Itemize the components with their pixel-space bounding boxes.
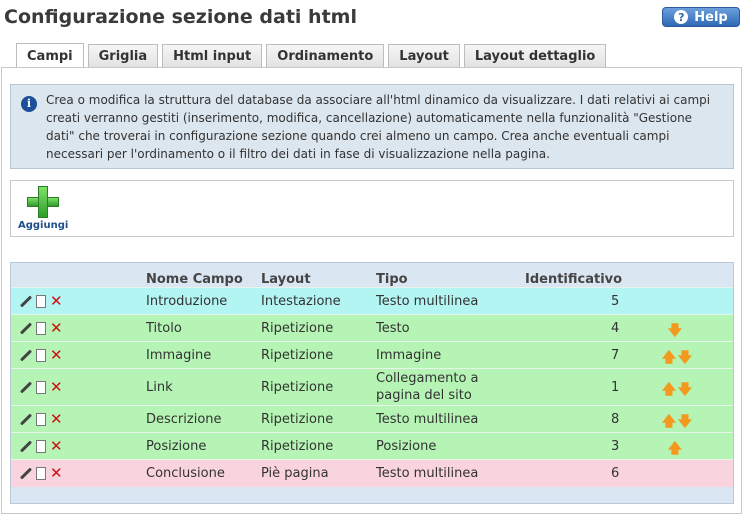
cell-layout: Intestazione [261,294,341,309]
edit-icon[interactable] [20,322,32,334]
edit-icon[interactable] [20,295,32,307]
tab-layout[interactable]: Layout [388,44,460,67]
copy-icon[interactable] [36,295,46,308]
column-header-tipo[interactable]: Tipo [376,272,408,287]
edit-icon[interactable] [20,467,32,479]
cell-layout: Ripetizione [261,321,334,336]
plus-icon [27,186,59,218]
row-actions [19,410,63,428]
page-title: Configurazione sezione dati html [4,6,357,28]
cell-tipo-line: pagina del sito [376,388,472,403]
cell-layout: Ripetizione [261,412,334,427]
copy-icon[interactable] [36,440,46,453]
arrow-up-icon[interactable]: 🡅 [667,441,683,457]
info-text: Crea o modifica la struttura del database da associare all'html dinamico da visualizzare. I dati relativi ai campi creati verranno gestiti (inserimento, modifica, cancellazione) automaticamente nella funzionalità "Gestione dati" che troverai in configurazione sezione quando crei almeno un campo. Crea anche eventuali campi necessari per l'ordinamento o il filtro dei dati in fase di visualizzazione nella pagina. [46,93,711,161]
order-arrows [661,379,693,403]
cell-tipo: Immagine [376,348,442,363]
delete-icon[interactable]: ✕ [50,346,63,364]
cell-tipo: Posizione [376,439,437,454]
arrow-up-icon[interactable]: 🡅 [661,414,677,430]
tab-ordinamento[interactable]: Ordinamento [266,44,384,67]
add-button[interactable] [18,186,68,231]
add-label: Aggiungi [18,220,69,231]
delete-icon[interactable]: ✕ [50,292,63,310]
cell-layout: Ripetizione [261,348,334,363]
help-button[interactable] [662,7,740,27]
help-label: Help [694,9,728,25]
cell-tipo-line: Collegamento a [376,371,479,386]
table-row [11,341,733,369]
cell-identificativo: 1 [611,380,620,395]
cell-layout: Piè pagina [261,466,329,481]
cell-layout: Ripetizione [261,439,334,454]
info-box [10,84,734,169]
edit-icon[interactable] [20,440,32,452]
delete-icon[interactable]: ✕ [50,378,63,396]
tab-griglia[interactable]: Griglia [88,44,159,67]
cell-identificativo: 4 [611,321,620,336]
copy-icon[interactable] [36,381,46,394]
cell-nome-campo: Conclusione [146,466,225,481]
cell-identificativo: 7 [611,348,620,363]
table-row [11,314,733,342]
table-row [11,287,733,315]
copy-icon[interactable] [36,467,46,480]
cell-tipo: Testo multilinea [376,466,479,481]
fields-grid [10,262,734,504]
grid-header [11,263,733,287]
cell-tipo [376,370,479,404]
cell-tipo: Testo multilinea [376,294,479,309]
column-header-identificativo[interactable]: Identificativo [525,272,623,287]
tab-bar [16,44,610,68]
arrow-down-icon[interactable]: 🡇 [677,382,693,398]
cell-identificativo: 3 [611,439,620,454]
cell-nome-campo: Titolo [146,321,182,336]
cell-identificativo: 6 [611,466,620,481]
delete-icon[interactable]: ✕ [50,319,63,337]
cell-nome-campo: Immagine [146,348,212,363]
cell-identificativo: 8 [611,412,620,427]
arrow-up-icon[interactable]: 🡅 [661,350,677,366]
info-icon: i [21,96,37,112]
copy-icon[interactable] [36,413,46,426]
copy-icon[interactable] [36,322,46,335]
arrow-down-icon[interactable]: 🡇 [677,350,693,366]
table-row [11,432,733,460]
row-actions [19,292,63,310]
cell-nome-campo: Introduzione [146,294,228,309]
edit-icon[interactable] [20,413,32,425]
cell-identificativo: 5 [611,294,620,309]
row-actions [19,319,63,337]
table-row [11,459,733,487]
row-actions [19,464,63,482]
tab-campi[interactable]: Campi [16,43,84,68]
table-row [11,405,733,433]
edit-icon[interactable] [20,349,32,361]
cell-tipo: Testo multilinea [376,412,479,427]
delete-icon[interactable]: ✕ [50,410,63,428]
column-header-layout[interactable]: Layout [261,272,311,287]
cell-nome-campo: Descrizione [146,412,222,427]
table-row [11,368,733,406]
arrow-down-icon[interactable]: 🡇 [667,323,683,339]
arrow-down-icon[interactable]: 🡇 [677,414,693,430]
row-actions [19,346,63,364]
arrow-up-icon[interactable]: 🡅 [661,382,677,398]
cell-tipo: Testo [376,321,410,336]
copy-icon[interactable] [36,349,46,362]
delete-icon[interactable]: ✕ [50,437,63,455]
row-actions [19,378,63,396]
row-actions [19,437,63,455]
tab-layout-dettaglio[interactable]: Layout dettaglio [464,44,607,67]
tab-html-input[interactable]: Html input [162,44,262,67]
cell-layout: Ripetizione [261,380,334,395]
edit-icon[interactable] [20,381,32,393]
cell-nome-campo: Posizione [146,439,207,454]
question-icon: ? [674,10,688,24]
cell-nome-campo: Link [146,380,173,395]
delete-icon[interactable]: ✕ [50,464,63,482]
column-header-nome-campo[interactable]: Nome Campo [146,272,243,287]
toolbar [10,180,734,237]
